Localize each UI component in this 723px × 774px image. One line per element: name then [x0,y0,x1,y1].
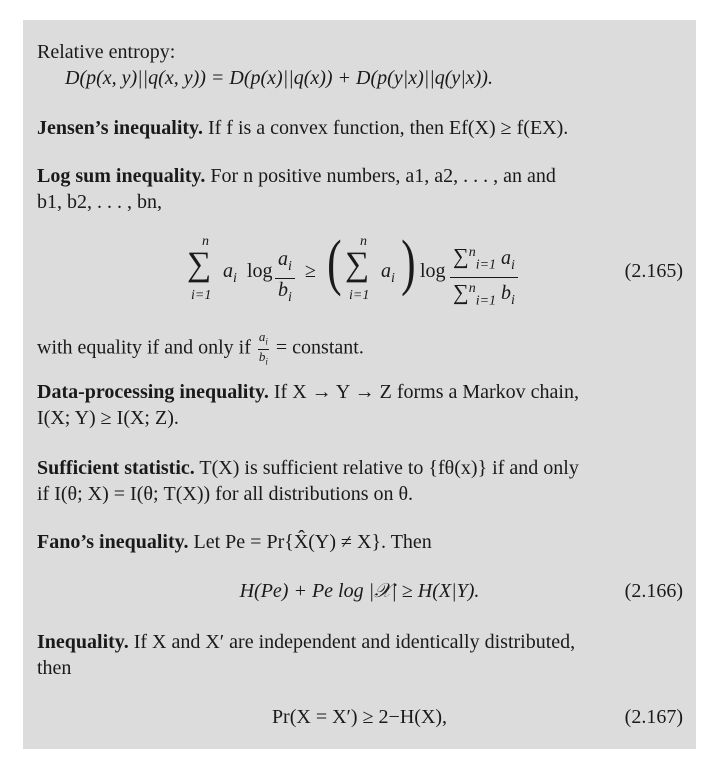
eq-number-2-166: (2.166) [624,580,683,602]
sufficient-statistic-text-1: T(X) is sufficient relative to {fθ(x)} if and only [199,457,579,479]
log-sum-text-2: b1, b2, . . . , bn, [37,191,162,213]
sum-symbol-1: ∑ [187,246,212,283]
fano-title: Fano’s inequality. [37,531,189,553]
inequality-text-1: If X and X′ are independent and identically distributed, [133,631,576,653]
term-ai: $a_i$ [223,260,237,286]
summary-panel [23,20,696,749]
sufficient-statistic-paragraph [37,456,683,480]
fano-text: Let Pe = Pr{X̂(Y) ≠ X}. Then [193,531,432,553]
inequality-formula: Pr(X = X′) ≥ 2−H(X), [271,706,448,728]
fano-paragraph [37,530,683,554]
term-ai-2: $a_i$ [381,260,395,286]
inequality-title: Inequality. [37,631,129,653]
left-paren: ( [327,229,342,297]
log-sum-text-1: For n positive numbers, a1, a2, . . . , an and [210,165,556,187]
sum-upper-limit-2: n [360,234,367,249]
relative-entropy-label: Relative entropy: [37,41,176,63]
sufficient-statistic-title: Sufficient statistic. [37,457,195,479]
log-sum-equality-condition: with equality if and only if $\frac{a_i}{b_i}$ = constant. [37,329,364,367]
log-word-2: log [420,260,446,282]
sum-symbol-2: ∑ [345,246,370,283]
right-paren: ) [401,229,416,297]
data-processing-text-2: I(X; Y) ≥ I(X; Z). [37,407,179,429]
data-processing-paragraph [37,380,683,404]
geq-symbol: ≥ [305,260,316,282]
sum-lower-limit-1: i=1 [191,288,212,303]
inequality-paragraph [37,630,683,654]
log-sum-title: Log sum inequality. [37,165,206,187]
sum-upper-limit-1: n [202,234,209,249]
relative-entropy-formula: D(p(x, y)||q(x, y)) = D(p(x)||q(x)) + D(p(y|x)||q(y|x)). [65,67,493,89]
sum-lower-limit-2: i=1 [349,288,370,303]
jensen-title: Jensen’s inequality. [37,117,203,139]
eq-number-2-167: (2.167) [624,706,683,728]
fraction-ai-bi: $\frac{a_i}{b_i}$ [275,248,295,309]
fano-formula: H(Pe) + Pe log |𝒳| ≥ H(X|Y). [239,580,480,602]
log-sum-equation [23,229,696,312]
jensen-text: If f is a convex function, then Ef(X) ≥ f(EX). [207,117,569,139]
small-fraction-ai-bi: $\frac{a_i}{b_i}$ [258,329,268,367]
jensen-paragraph [37,116,683,140]
inequality-text-2: then [37,657,72,679]
log-word-1: log [247,260,273,282]
data-processing-text-1: If X → Y → Z forms a Markov chain, [273,381,579,403]
sufficient-statistic-text-2: if I(θ; X) = I(θ; T(X)) for all distributions on θ. [37,483,414,505]
data-processing-title: Data-processing inequality. [37,381,269,403]
log-sum-paragraph [37,164,683,188]
eq-number-2-165: (2.165) [624,260,683,282]
fraction-sum-ai-sum-bi: $\frac{\sum^n_{i=1} a_i}{\sum^n_{i=1} b_i}$ [450,242,518,312]
